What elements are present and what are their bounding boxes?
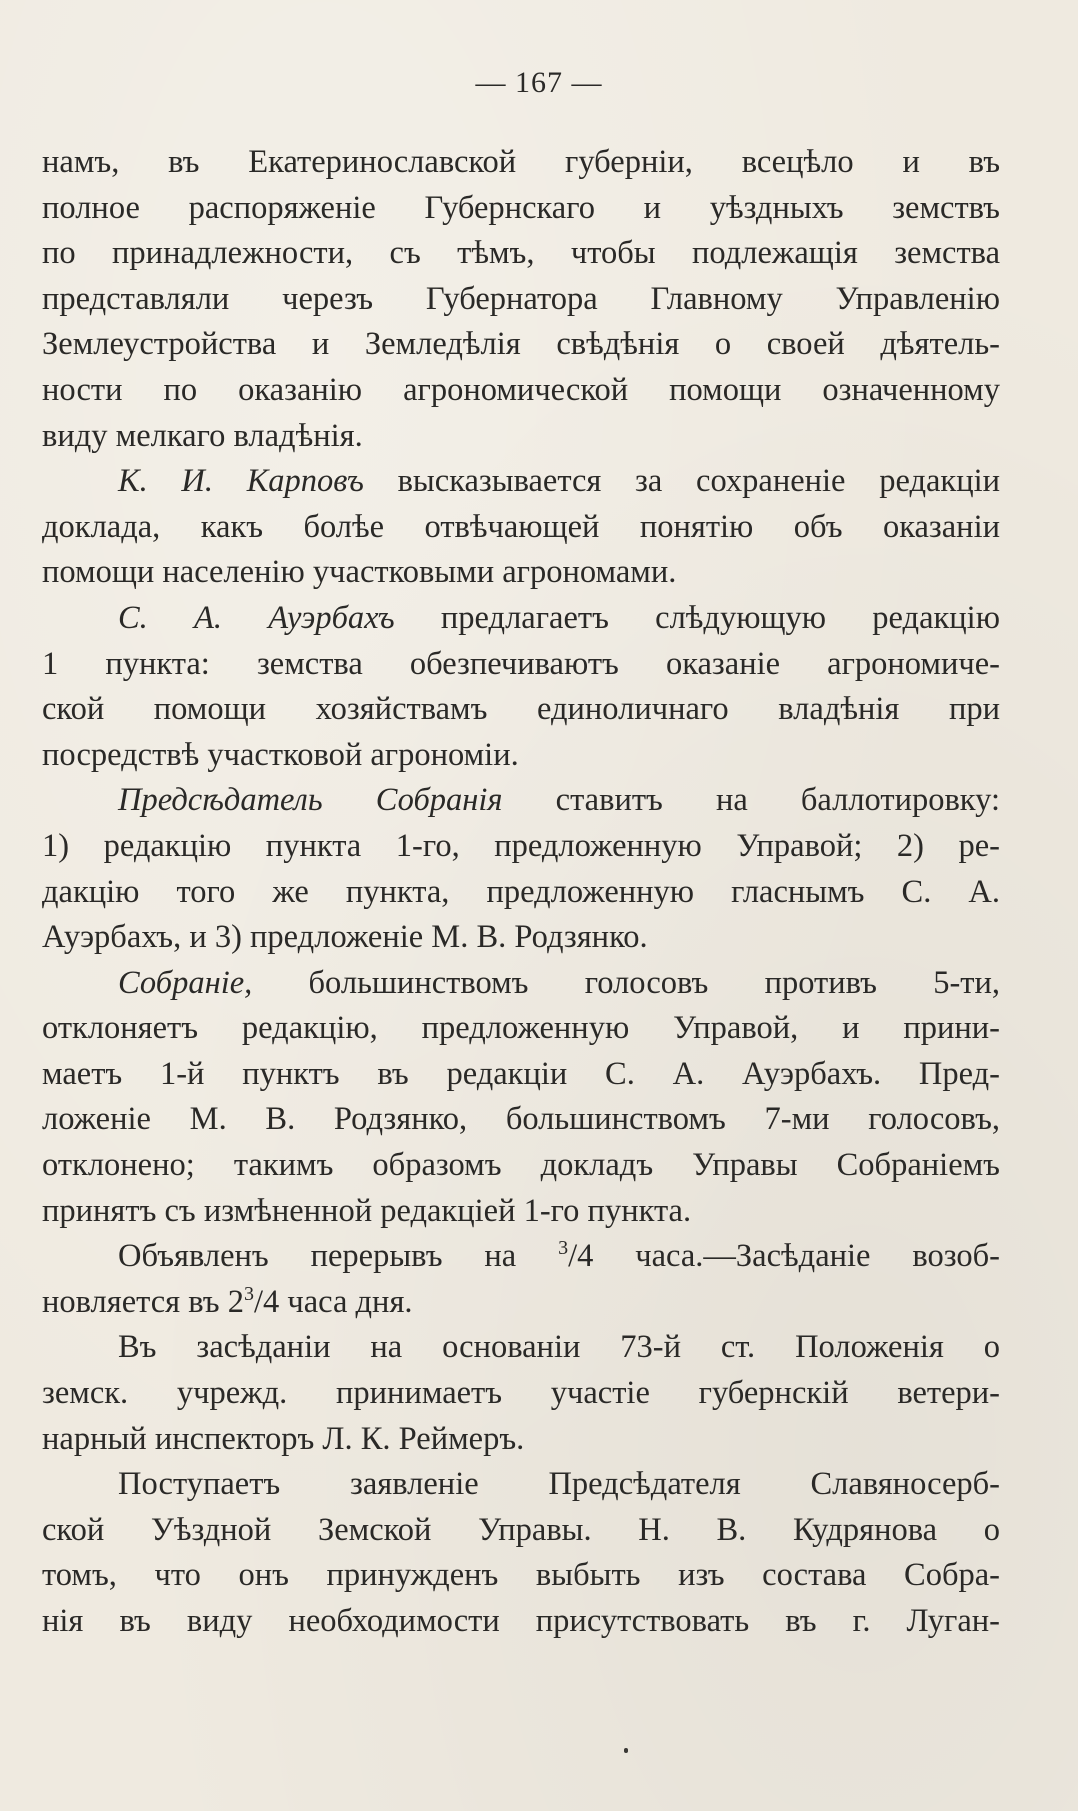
text-line: 1) редакцію пункта 1-го, предложенную Управой; 2) ре- xyxy=(42,827,1000,864)
paragraph-5-end xyxy=(42,1189,1000,1235)
speaker-name: К. И. Карповъ xyxy=(118,463,364,500)
text-span: Объявленъ перерывъ на xyxy=(118,1238,559,1275)
text-span: новляется въ 2 xyxy=(42,1283,244,1320)
superscript: 3 xyxy=(243,1282,254,1305)
print-speck xyxy=(624,1748,628,1753)
body-text xyxy=(42,140,1000,1645)
text-line: доклада, какъ болѣе отвѣчающей понятію объ оказаніи xyxy=(42,508,1000,545)
text-span: Въ засѣданіи на основаніи 73-й ст. Положенія о xyxy=(118,1329,1000,1366)
text-line: томъ, что онъ принужденъ выбыть изъ состава Собра- xyxy=(42,1557,1000,1594)
text-line: помощи населенію участковыми агрономами. xyxy=(42,554,677,591)
text-span: Поступаетъ заявленіе Предсѣдателя Славяносерб- xyxy=(118,1466,1000,1503)
text-line: 1 пункта: земства обезпечиваютъ оказаніе агрономиче- xyxy=(42,645,1000,682)
text-line: принятъ съ измѣненной редакціей 1-го пункта. xyxy=(42,1192,692,1229)
text-line: нарный инспекторъ Л. К. Реймеръ. xyxy=(42,1420,525,1457)
paragraph-2-end xyxy=(42,550,1000,596)
text-line: Землеустройства и Земледѣлія свѣдѣнія о своей дѣятель- xyxy=(42,326,1000,363)
page-number: — 167 — xyxy=(475,66,603,99)
paragraph-3-end xyxy=(42,733,1000,779)
text-span: высказывается за сохраненіе редакціи xyxy=(363,463,1001,500)
text-span: большинствомъ голосовъ противъ 5-ти, xyxy=(252,964,1000,1001)
text-line: дакцію того же пункта, предложенную гласнымъ С. А. xyxy=(42,873,1000,910)
paragraph-7-end xyxy=(42,1417,1000,1463)
paragraph-6 xyxy=(42,1234,1000,1280)
text-span: ставитъ на баллотировку: xyxy=(502,782,1000,819)
text-line: ности по оказанію агрономической помощи означенному xyxy=(42,371,1000,408)
paragraph-4 xyxy=(42,778,1000,824)
speaker-name: Предсѣдатель Собранія xyxy=(118,782,503,819)
paragraph-7-cont xyxy=(42,1371,1000,1417)
text-line: по принадлежности, съ тѣмъ, чтобы подлежащія земства xyxy=(42,235,1000,272)
paragraph-2-cont xyxy=(42,505,1000,551)
text-span: /4 часа дня. xyxy=(253,1283,413,1320)
text-span: предлагаетъ слѣдующую редакцію xyxy=(394,599,1000,636)
paragraph-5-cont xyxy=(42,1006,1000,1188)
paragraph-5 xyxy=(42,961,1000,1007)
text-line: полное распоряженіе Губернскаго и уѣздныхъ земствъ xyxy=(42,189,1000,226)
text-span: /4 часа.—Засѣданіе возоб- xyxy=(568,1238,1000,1275)
text-line: намъ, въ Екатеринославской губерніи, всецѣло и въ xyxy=(42,144,1000,180)
speaker-name: С. А. Ауэрбахъ xyxy=(118,599,395,636)
paragraph-8 xyxy=(42,1462,1000,1508)
speaker-name: Собраніе, xyxy=(118,964,253,1001)
text-line: земск. учрежд. принимаетъ участіе губернскій ветери- xyxy=(42,1375,1000,1412)
paragraph-3 xyxy=(42,596,1000,642)
paragraph-8-cont xyxy=(42,1508,1000,1645)
text-line: нія въ виду необходимости присутствовать въ г. Луган- xyxy=(42,1603,1000,1639)
paragraph-4-cont xyxy=(42,824,1000,915)
text-line: отклоняетъ редакцію, предложенную Управой, и прини- xyxy=(42,1010,1000,1047)
text-line: отклонено; такимъ образомъ докладъ Управы Собраніемъ xyxy=(42,1147,1000,1184)
text-line: ской помощи хозяйствамъ единоличнаго владѣнія при xyxy=(42,691,1000,728)
text-line: маетъ 1-й пунктъ въ редакціи С. А. Ауэрбахъ. Пред- xyxy=(42,1055,1000,1092)
text-line: представляли черезъ Губернатора Главному Управленію xyxy=(42,280,1000,317)
paragraph-3-cont xyxy=(42,642,1000,733)
text-line: Ауэрбахъ, и 3) предложеніе М. В. Родзянко. xyxy=(42,919,648,956)
paragraph-4-end xyxy=(42,915,1000,961)
paragraph-1-end xyxy=(42,414,1000,460)
text-line: ской Уѣздной Земской Управы. Н. В. Кудрянова о xyxy=(42,1511,1000,1548)
paragraph-1 xyxy=(42,140,1000,414)
text-line: ложеніе М. В. Родзянко, большинствомъ 7-ми голосовъ, xyxy=(42,1101,1000,1138)
text-line: посредствѣ участковой агрономіи. xyxy=(42,736,519,773)
text-line: виду мелкаго владѣнія. xyxy=(42,417,363,454)
superscript: 3 xyxy=(558,1237,569,1260)
paragraph-2 xyxy=(42,459,1000,505)
paragraph-7 xyxy=(42,1325,1000,1371)
paragraph-6-end xyxy=(42,1280,1000,1326)
